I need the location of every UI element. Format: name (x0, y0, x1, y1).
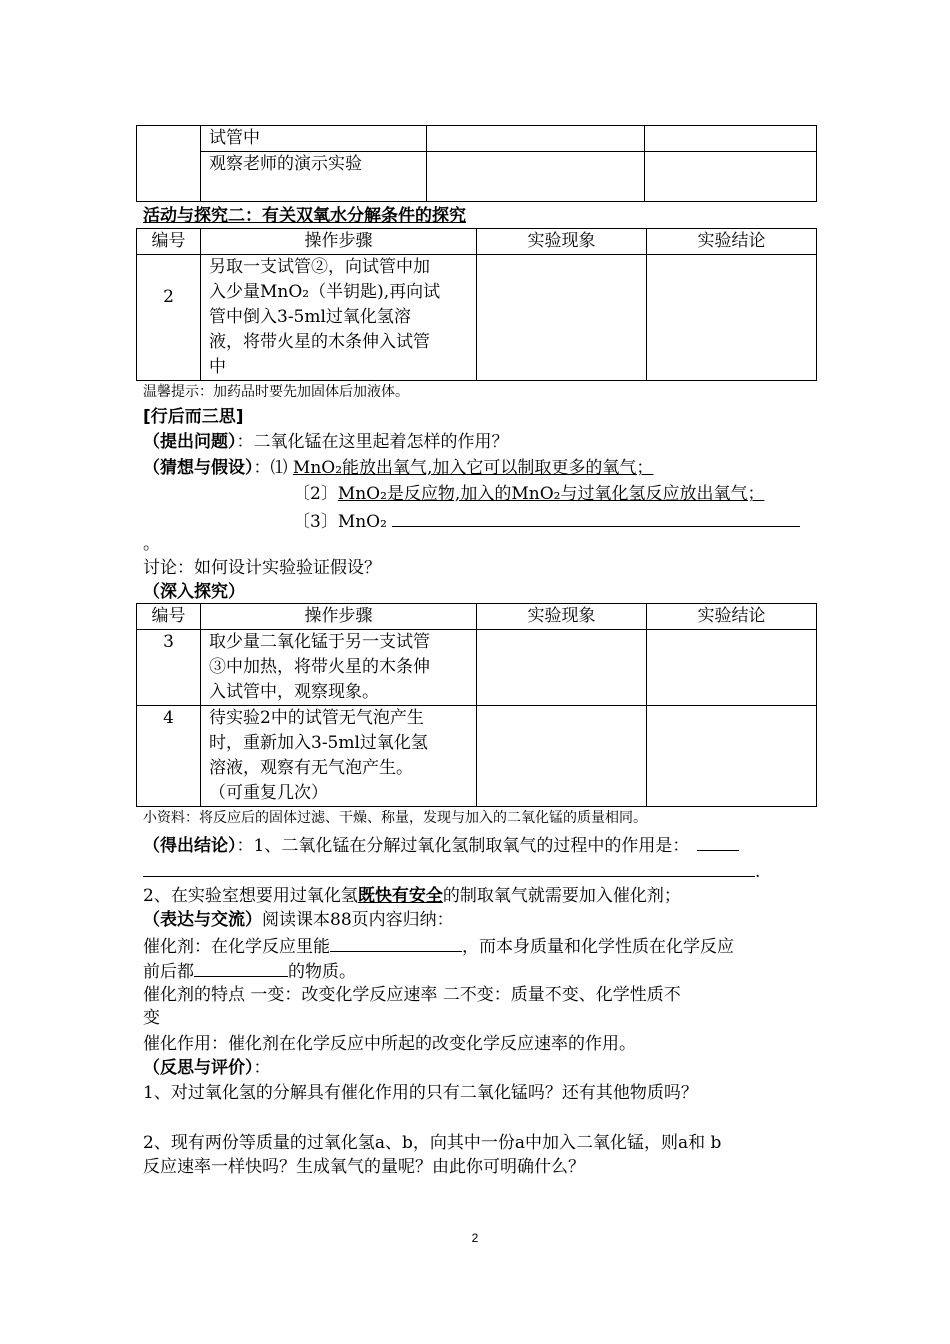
top-table-phenomenon (427, 152, 645, 202)
deep-label: （深入探究） (143, 582, 245, 602)
catalysis-text: 催化作用：催化剂在化学反应中所起的改变化学反应速率的作用。 (143, 1034, 636, 1054)
hypothesis-line-3 (293, 508, 800, 535)
express-label: （表达与交流） (143, 910, 262, 930)
hypothesis-3-blank[interactable] (392, 508, 800, 527)
header-phenomenon: 实验现象 (477, 604, 647, 630)
step-line: 取少量二氧化锰于另一支试管 (209, 632, 430, 652)
step-line: 另取一支试管②，向试管中加 (209, 257, 430, 277)
reflect-question-2-line-1: 2、现有两份等质量的过氧化氢a、b，向其中一份a中加入二氧化锰，则a和 b (143, 1133, 722, 1153)
hypothesis-2: MnO₂是反应物,加入的MnO₂与过氧化氢反应放出氧气； (337, 484, 765, 504)
conclusion-line-2-end: . (755, 862, 761, 882)
step-line: ③中加热，将带火星的木条伸 (209, 657, 430, 677)
step-line: 溶液，观察有无气泡产生。 (209, 758, 413, 778)
info-text: 小资料：将反应后的固体过滤、干燥、称量，发现与加入的二氧化锰的质量相同。 (143, 810, 647, 826)
hypothesis-1: MnO₂能放出氧气,加入它可以制取更多的氧气； (292, 458, 654, 478)
row-num: 3 (137, 630, 201, 706)
row-num: 4 (137, 706, 201, 807)
hypothesis-label: （猜想与假设） (143, 458, 254, 478)
top-table-phenomenon (427, 126, 645, 152)
row-conclusion (647, 630, 817, 706)
conclusion-blank-1[interactable] (697, 832, 739, 851)
row-conclusion (647, 255, 817, 381)
step-line: （可重复几次） (209, 783, 328, 803)
question-line (143, 430, 509, 455)
reflect-colon: ： (253, 1058, 271, 1078)
row-phenomenon (477, 706, 647, 807)
row-step (201, 630, 477, 706)
hypothesis-end: 。 (143, 534, 160, 554)
conclusion-line-1 (143, 832, 739, 859)
row-phenomenon (477, 255, 647, 381)
hypothesis-3-prefix: 〔3〕MnO₂ (293, 512, 393, 532)
activity2-title: 活动与探究二：有关双氧水分解条件的探究 (143, 206, 466, 226)
hypothesis-line-2 (293, 482, 764, 507)
top-table-num-cell (137, 126, 201, 202)
discussion-text: 讨论：如何设计实验验证假设？ (143, 558, 381, 578)
catalyst-def-blank-2[interactable] (194, 958, 288, 977)
reflect-question-2-line-2: 反应速率一样快吗？生成氧气的量呢？由此你可明确什么？ (143, 1157, 585, 1177)
step-line: 管中倒入3-5ml过氧化氢溶 (209, 307, 411, 327)
catalyst-def-line2-post: 的物质。 (288, 962, 356, 982)
catalyst-def-line2-pre: 前后都 (143, 962, 194, 982)
question-text: ：二氧化锰在这里起着怎样的作用？ (236, 432, 509, 452)
step-line: 液，将带火星的木条伸入试管 (209, 332, 430, 352)
top-table-conclusion (645, 152, 817, 202)
top-table-step: 观察老师的演示实验 (201, 152, 427, 202)
reflect-line (143, 1056, 271, 1081)
catalyst-def-line-2 (143, 958, 356, 985)
step-line: 入少量MnO₂（半钥匙),再向试 (209, 282, 441, 302)
row-step (201, 706, 477, 807)
features-line-2: 变 (143, 1008, 160, 1028)
conclusion-text-2-emphasis: 既快有安全 (357, 886, 443, 906)
experiment-table-3 (136, 603, 817, 807)
header-num: 编号 (137, 229, 201, 255)
catalyst-def-mid: ，而本身质量和化学性质在化学反应 (462, 937, 734, 957)
row-conclusion (647, 706, 817, 807)
conclusion-text-2-pre: 2、在实验室想要用过氧化氢 (143, 886, 358, 906)
hypothesis-line-1 (143, 456, 653, 481)
step-line: 时，重新加入3-5ml过氧化氢 (209, 733, 428, 753)
page-number: 2 (471, 1231, 479, 1245)
header-step: 操作步骤 (201, 604, 477, 630)
row-phenomenon (477, 630, 647, 706)
question-label: （提出问题） (143, 432, 237, 452)
catalyst-def-blank-1[interactable] (330, 933, 462, 952)
header-step: 操作步骤 (201, 229, 477, 255)
hypothesis-2-prefix: 〔2〕 (293, 484, 338, 504)
step-line: 待实验2中的试管无气泡产生 (209, 708, 424, 728)
header-phenomenon: 实验现象 (477, 229, 647, 255)
reflect-label: （反思与评价） (143, 1058, 254, 1078)
conclusion-label: （得出结论） (143, 836, 237, 856)
top-table-step: 试管中 (201, 126, 427, 152)
conclusion-line-2 (143, 858, 760, 885)
step-line: 中 (209, 357, 226, 377)
row-num: 2 (137, 255, 201, 381)
catalyst-def-line-1 (143, 933, 734, 960)
reflect-question-1: 1、对过氧化氢的分解具有催化作用的只有二氧化锰吗？还有其他物质吗？ (143, 1083, 698, 1103)
hypothesis-1-prefix: ：⑴ (253, 458, 293, 478)
conclusion-text-2-post: 的制取氧气就需要加入催化剂； (442, 886, 681, 906)
conclusion-blank-2[interactable] (143, 858, 755, 877)
express-text: 阅读课本88页内容归纳： (262, 910, 454, 930)
experiment-table-2 (136, 228, 817, 381)
express-line (143, 908, 454, 933)
tip-text: 温馨提示：加药品时要先加固体后加液体。 (143, 384, 409, 400)
conclusion-line-3 (143, 884, 681, 909)
header-conclusion: 实验结论 (647, 604, 817, 630)
step-line: 入试管中，观察现象。 (209, 682, 379, 702)
header-conclusion: 实验结论 (647, 229, 817, 255)
row-step (201, 255, 477, 381)
catalyst-def-pre: 催化剂：在化学反应里能 (143, 937, 330, 957)
top-table (136, 125, 817, 202)
top-table-conclusion (645, 126, 817, 152)
section-think: [行后而三思] (143, 407, 244, 427)
header-num: 编号 (137, 604, 201, 630)
features-line-1: 催化剂的特点 一变：改变化学反应速率 二不变：质量不变、化学性质不 (143, 985, 681, 1005)
conclusion-text-1: ：1、二氧化锰在分解过氧化氢制取氧气的过程中的作用是： (236, 836, 690, 856)
